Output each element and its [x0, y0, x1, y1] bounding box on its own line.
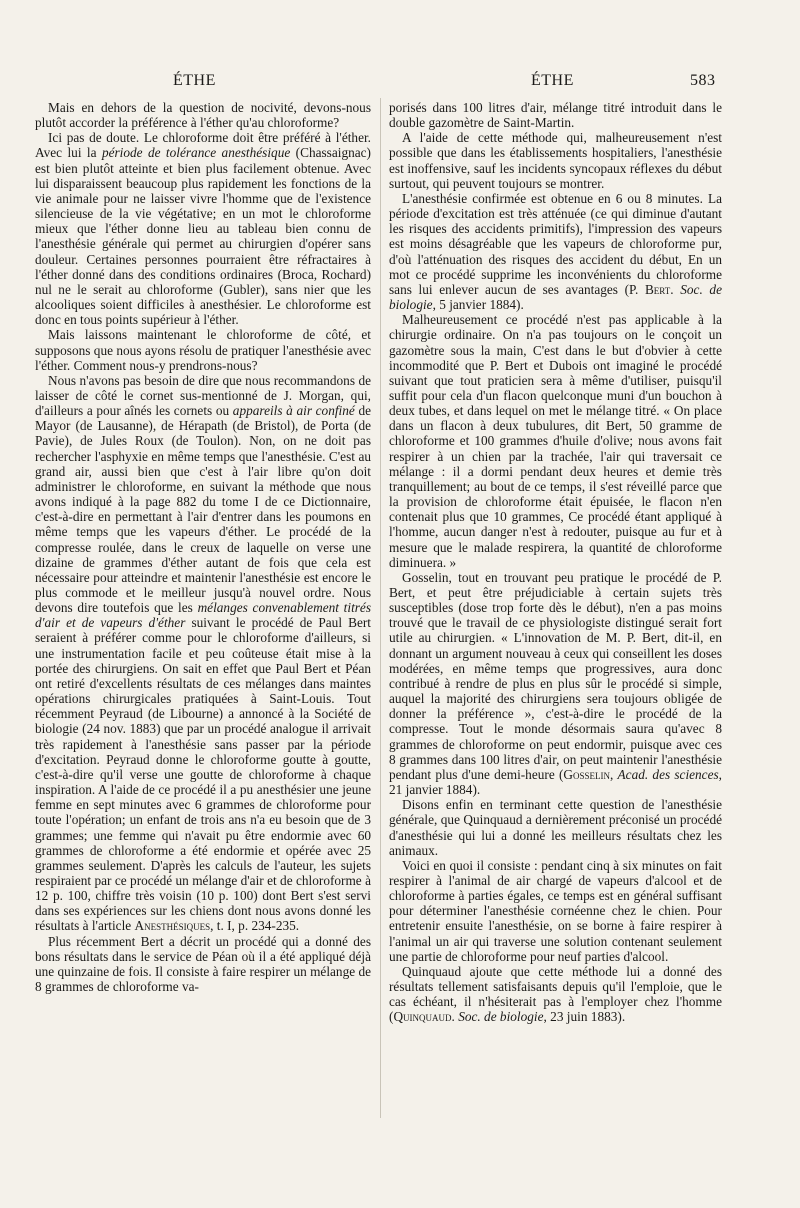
text-run: Mais laissons maintenant le chloroforme de côté, et supposons que nous ayons résolu de pratiquer l'anesthésie avec l'éther. Comment nous-y prendrons-nous? [35, 327, 371, 373]
italic-run: Soc. de biologie [389, 281, 722, 313]
text-run: L'anesthésie confirmée est obtenue en 6 ou 8 minutes. La période d'excitation est très atténuée (ce qui diminue d'autant les risques des accidents primitifs), l'impression des vapeurs est moins désagréable que les vapeurs de chloroforme pur, d'où l'atténuation des risques des accident du début, En un mot ce procédé supprime les inconvénients du chloroforme sans lui enlever aucun de ses avantages (P. [389, 190, 722, 297]
paragraph [389, 570, 722, 797]
paragraph [389, 191, 722, 312]
small-caps-run: Bert [644, 281, 671, 297]
paragraph [389, 964, 722, 1025]
left-text-column [35, 100, 371, 994]
page-number: 583 [690, 72, 716, 89]
running-head-right: ÉTHE [531, 72, 574, 89]
text-run: A l'aide de cette méthode qui, malheureusement n'est possible que dans les établissements hospitaliers, l'anesthésie est inoffensive, sauf les incidents syncopaux réflexes du début surtout, qui peuvent toujours se montrer. [389, 130, 722, 191]
text-run: . [670, 281, 681, 297]
text-run: , 5 janvier 1884). [432, 297, 524, 313]
italic-run: période de tolérance anesthésique [101, 145, 291, 161]
text-run: porisés dans 100 litres d'air, mélange titré introduit dans le double gazomètre de Saint-Martin. [389, 100, 722, 131]
text-run: (Chassaignac) est bien plutôt atteinte et bien plus facilement obtenue. Avec lui disparaissent beaucoup plus rapidement les fonctions de la vie animale pour ne laisser vivre l'homme que de l'existence silencieuse de la vie végétative; en un mot le chloroforme mieux que l'éther donne lieu au tableau bien connu de l'anesthésie générale qui permet au chirurgien d'opérer sans douleur. Certaines personnes pourraient être réfractaires à l'éther donné dans des conditions ordinaires (Broca, Rochard) nul ne le serait au chloroforme (Gubler), sans nier que les alcooliques soient difficiles à anesthésier. Le chloroforme est donc en tous points supérieur à l'éther. [35, 145, 371, 328]
italic-run: Acad. des sciences [617, 766, 719, 782]
text-run: Voici en quoi il consiste : pendant cinq à six minutes on fait respirer à l'animal de air chargé de vapeurs d'alcool et de chloroforme à parties égales, ce temps est en général suffisant pour déterminer l'anesthésie cornéenne chez le chien. Pour entretenir ensuite l'anesthésie, on se borne à faire respirer à l'animal un air qui traverse une solution contenant seulement une partie de chloroforme pour neuf parties d'alcool. [389, 857, 722, 964]
paragraph [35, 373, 371, 934]
text-run: Malheureusement ce procédé n'est pas applicable à la chirurgie ordinaire. On n'a pas toujours on le conçoit un gazomètre sous la main, C'est dans le but d'obvier à cette incommodité que P. Bert et Dubois ont imaginé le procédé suivant que tout praticien sera à même d'utiliser, puisqu'il suffit pour cela d'un flacon quelconque muni d'un bouchon à deux tubes, et dans lequel on met le mélange titré. « On place dans un flacon à deux tubulures, dit Bert, 50 gramme de chloroforme et 100 grammes d'huile d'olive; nous avons fait respirer à un chien par la trachée, l'air qui traversait ce mélange : il a dormi pendant deux heures et demie très tranquillement; au bout de ce temps, il s'est réveillé parce que la provision de chloroforme était épuisée, le flacon n'en contenait plus que 10 grammes, Ce procédé étant appliqué à l'homme, aucun danger n'est à redouter, puisque au fur et à mesure que le malade respirera, la quantité de chloroforme diminuera. » [389, 312, 722, 570]
text-run: Disons enfin en terminant cette question de l'anesthésie générale, que Quinquaud a dernièrement préconisé un procédé d'anesthésie qui lui a donné les meilleurs résultats chez les animaux. [389, 797, 722, 858]
paragraph [389, 797, 722, 858]
paragraph [35, 934, 371, 995]
paragraph [389, 312, 722, 570]
small-caps-run: Quinquaud [393, 1009, 452, 1025]
text-run: Gosselin, tout en trouvant peu pratique le procédé de P. Bert, et peut être préjudiciable à certain sujets très susceptibles (dose trop forte dès le début), n'en a pas moins trouvé que le travail de ce physiologiste distingué serait fort utile au chirurgien. « L'innovation de M. P. Bert, dit-il, en donnant un argument nouveau à ceux qui conseillent les doses modérées, en même temps que progressives, aura donc contribué à rendre de plus en plus sûr le procédé si simple, auquel la majorité des chirurgiens sera toujours obligée de donner la préférence », c'est-à-dire le procédé de la compresse. Tout le monde désormais saura qu'avec 8 grammes de chloroforme on peut endormir, puisque avec ces 8 grammes dans 100 litres d'air, on peut maintenir l'anesthésie pendant plus d'une demi-heure ( [389, 569, 722, 782]
text-run: , [609, 766, 618, 782]
right-text-column [389, 100, 722, 1025]
small-caps-run: Anesthésiques [134, 918, 211, 934]
text-run: Plus récemment Bert a décrit un procédé qui a donné des bons résultats dans le service de Péan où il a été appliqué déjà une quinzaine de fois. Il consiste à faire respirer un mélange de 8 grammes de chloroforme va- [35, 933, 371, 995]
text-run: Mais en dehors de la question de nocivité, devons-nous plutôt accorder la préférence à l'éther qu'au chloroforme? [35, 100, 371, 131]
text-run: , t. I, p. 234-235. [210, 918, 300, 934]
text-run: Ici pas de doute. Le chloroforme doit être préféré à l'éther. Avec lui la [35, 130, 371, 161]
small-caps-run: Gosselin [563, 766, 610, 782]
text-run: , 21 janvier 1884). [389, 766, 722, 798]
paragraph [35, 327, 371, 372]
paragraph [389, 858, 722, 964]
paragraph [35, 100, 371, 130]
paragraph [389, 130, 722, 191]
italic-run: mélanges convenablement titrés d'air et de vapeurs d'éther [35, 600, 372, 631]
text-run: de Mayor (de Lausanne), de Hérapath (de Bristol), de Porta (de Pavie), de Jules Roux (de Toulon). Non, on ne doit pas rechercher l'asphyxie en même temps que l'anesthésie. C'est au grand air, aussi bien que c'est à l'air libre qu'on doit administrer le chloroforme, en suivant la méthode que nous avons indiqué à la page 882 du tome I de ce Dictionnaire, c'est-à-dire en permettant à l'air d'entrer dans les poumons en même temps que les vapeurs d'éther. Le procédé de la compresse roulée, dans le creux de laquelle on verse une dizaine de grammes d'éther autant de fois que cela est nécessaire pour atteindre et maintenir l'anesthésie est encore le plus commode et le meilleur jusqu'à nouvel ordre. Nous devons dire toutefois que les [35, 403, 371, 616]
paragraph [389, 100, 722, 130]
text-run: suivant le procédé de Paul Bert seraient à préférer comme pour le chloroforme d'ailleurs, si une instrumentation facile et peu coûteuse était mise à la portée des chirurgiens. On sait en effet que Paul Bert et Péan ont retiré d'excellents résultats de ces mélanges dans maintes opérations chirurgicales pratiquées à Saint-Louis. Tout récemment Peyraud (de Libourne) a annoncé à la Société de biologie (24 nov. 1883) que par un procédé analogue il arrivait très rapidement à l'anesthésie sans passer par la période d'excitation. Peyraud donne le chloroforme goutte à goutte, c'est-à-dire qu'il verse une goutte de chloroforme à chaque inspiration. A l'aide de ce procédé il a pu anesthésier une jeune femme en sept minutes avec 6 grammes de chloroforme pour toute l'opération; un enfant de trois ans n'a eu besoin que de 3 grammes; une femme qui n'avait pu être endormie avec 60 grammes de chloroforme a été endormie et opérée avec 25 grammes seulement. D'après les calculs de l'auteur, les sujets respiraient par ce procédé un mélange d'air et de chloroforme à 12 p. 100, chiffre très voisin (10 p. 100) dont Bert s'est servi dans ses expériences sur les chiens dont nous avons donné les résultats à l'article [35, 615, 371, 934]
column-divider [380, 98, 381, 1118]
italic-run: appareils à air confiné [232, 403, 355, 419]
italic-run: Soc. de biologie [458, 1009, 544, 1025]
text-run: Quinquaud ajoute que cette méthode lui a donné des résultats tellement satisfaisants depuis qu'il l'emploie, que le cas échéant, il n'hésiterait pas à l'employer chez l'homme ( [389, 963, 722, 1025]
running-head-left: ÉTHE [173, 72, 216, 89]
text-run: Nous n'avons pas besoin de dire que nous recommandons de laisser de côté le cornet sus-mentionné de J. Morgan, qui, d'ailleurs a pour aînés les cornets ou [35, 372, 371, 419]
paragraph [35, 130, 371, 327]
text-run: , 23 juin 1883). [543, 1009, 626, 1025]
text-run: . [451, 1009, 459, 1025]
